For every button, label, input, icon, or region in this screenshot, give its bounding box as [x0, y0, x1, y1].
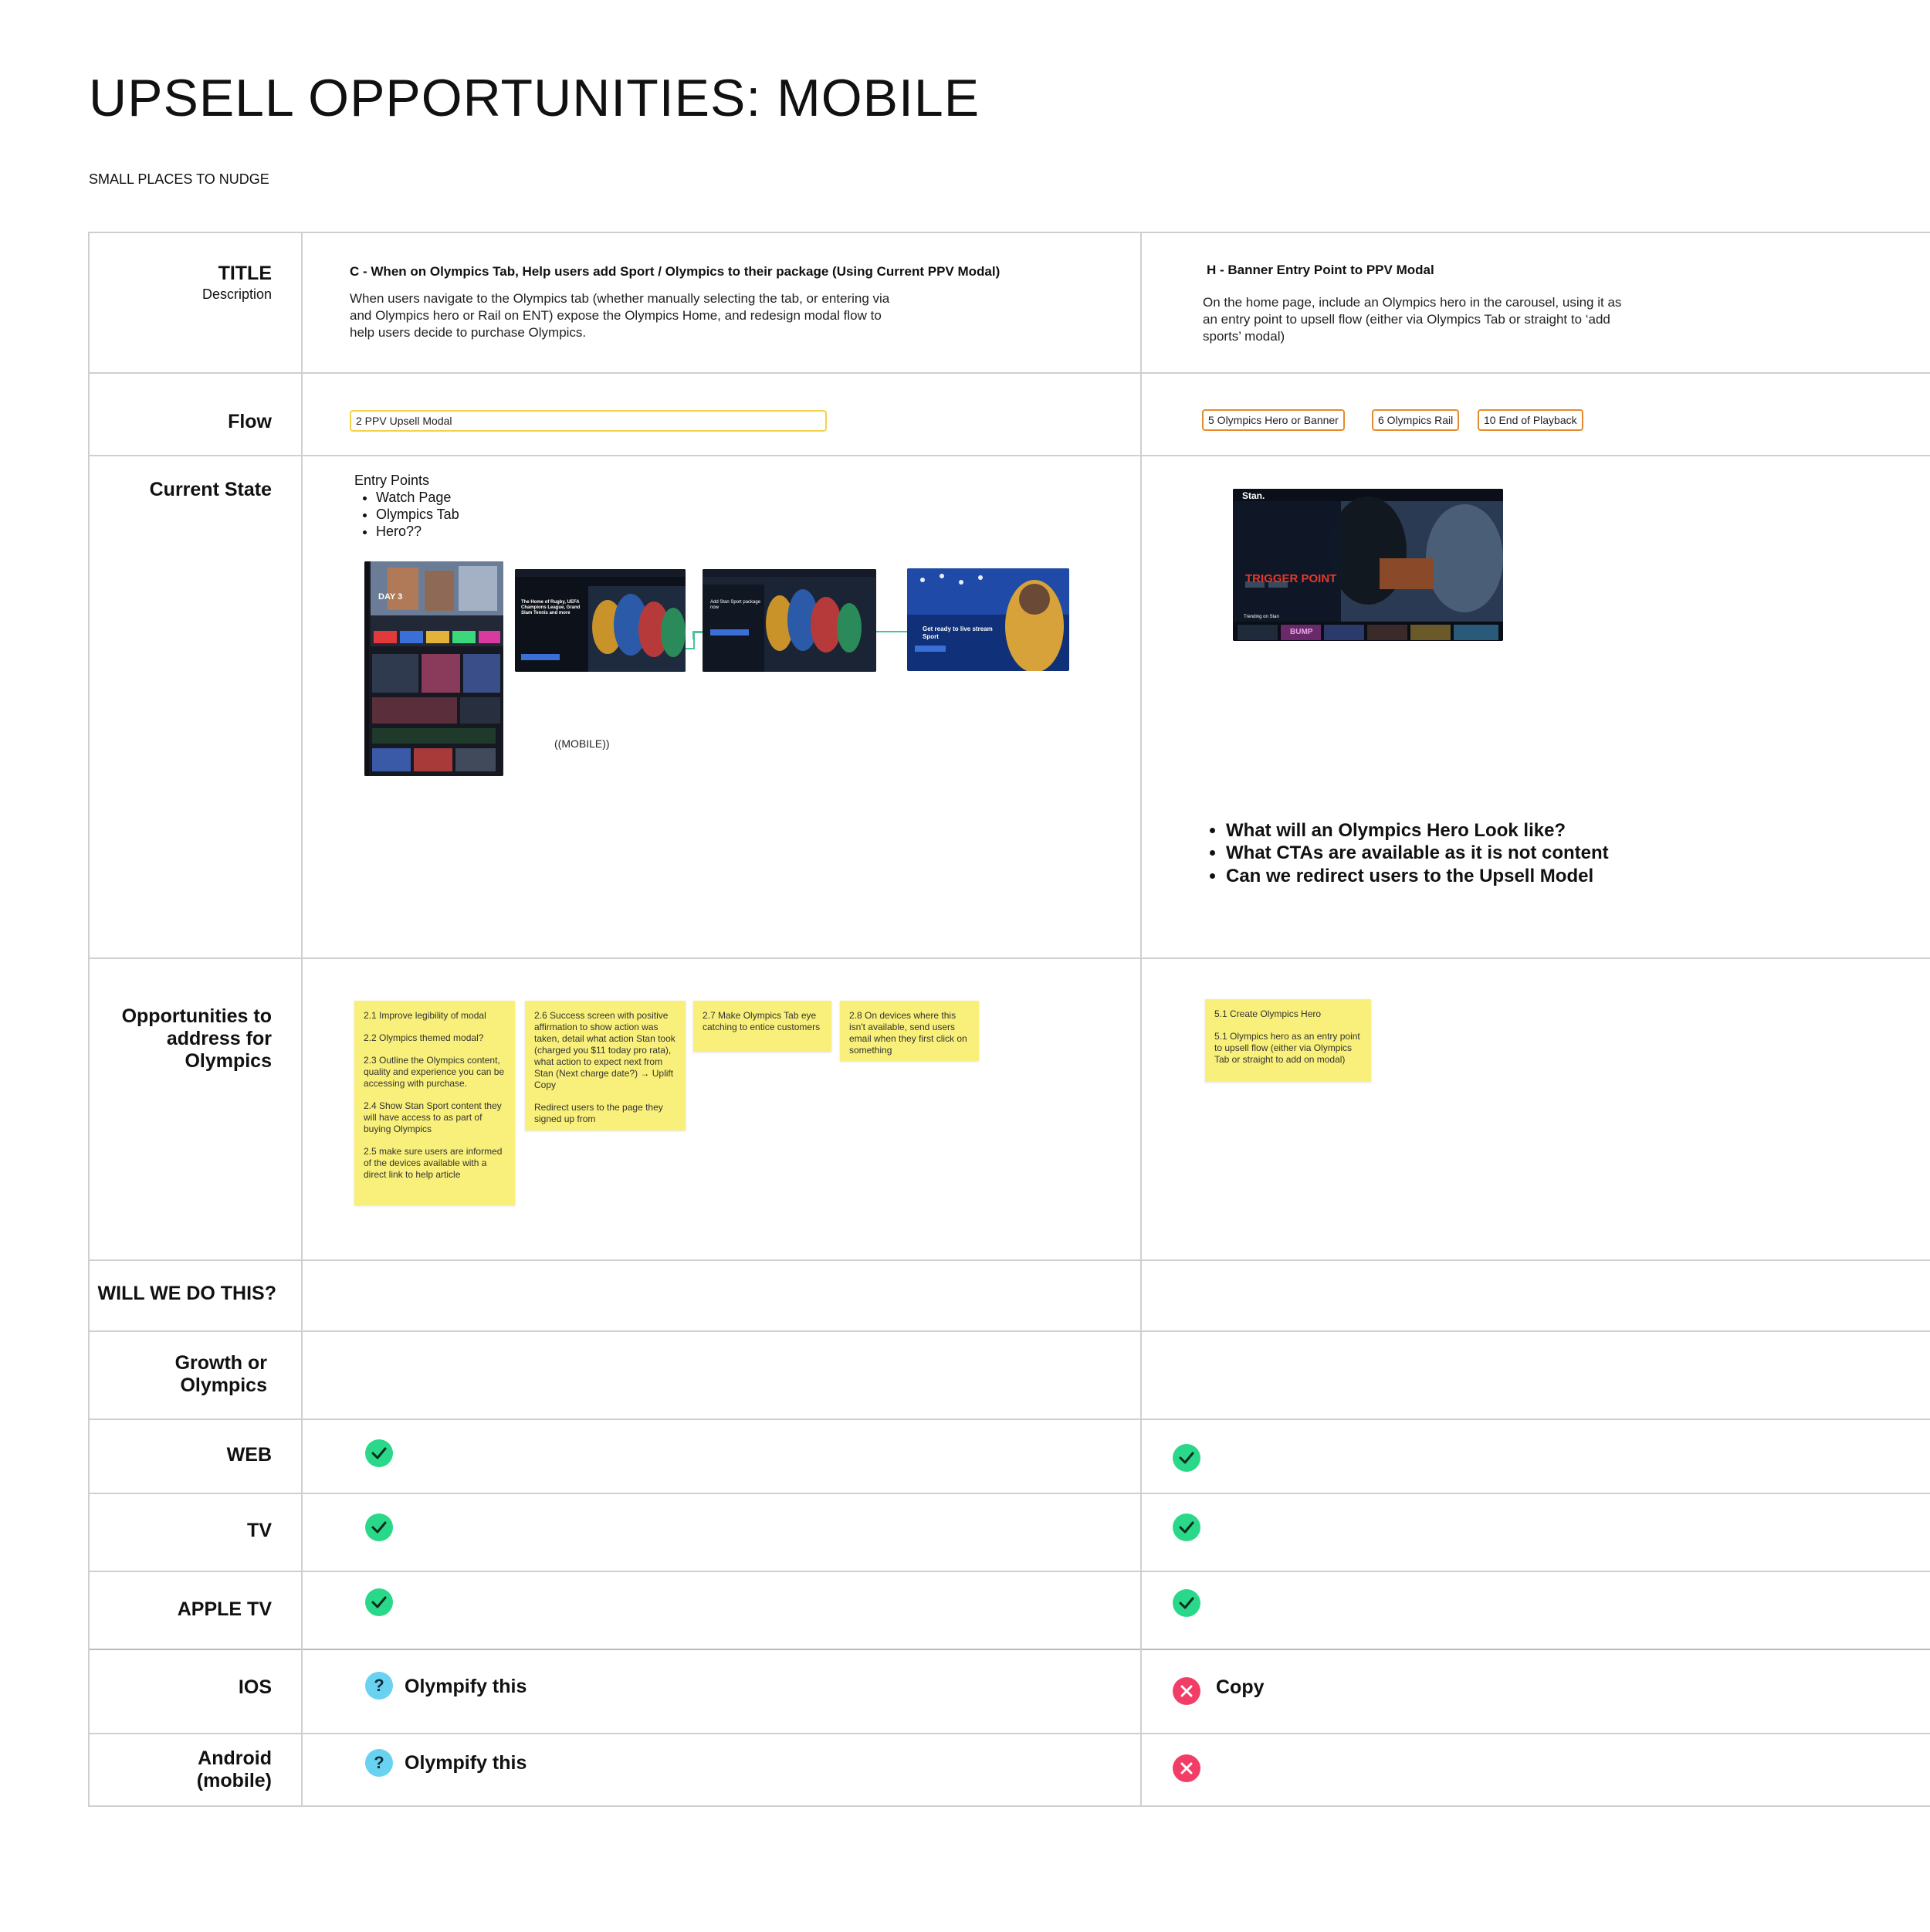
- flow-connector: [876, 631, 907, 632]
- page-subtitle: SMALL PLACES TO NUDGE: [89, 171, 269, 187]
- entry-point-item: • Watch Page: [376, 490, 459, 507]
- divider: [89, 1805, 1930, 1807]
- cross-icon: [1173, 1677, 1200, 1705]
- check-icon: [365, 1588, 393, 1616]
- screenshot-add-sport-modal[interactable]: [703, 569, 876, 672]
- row-label-ios: IOS: [238, 1676, 272, 1698]
- stan-logo: Stan.: [1242, 490, 1265, 501]
- row-label-current-state: Current State: [149, 479, 272, 500]
- question-icon: ?: [365, 1672, 393, 1700]
- entry-points-title: Entry Points: [354, 473, 430, 488]
- divider: [89, 232, 1930, 233]
- divider: [89, 1330, 1930, 1332]
- flow-tag-end-of-playback[interactable]: 10 End of Playback: [1478, 409, 1583, 431]
- col-c-title: C - When on Olympics Tab, Help users add Sport / Olympics to their package (Using Current PPV Modal): [350, 264, 1001, 279]
- col-h-description: On the home page, include an Olympics hero in the carousel, using it as an entry point to upsell flow (either via Olympics Tab or straight to ‘add sports’ modal): [1203, 295, 1622, 344]
- col-c-description: When users navigate to the Olympics tab (whether manually selecting the tab, or entering via and Olympics hero or Rail on ENT) expose the Olympics Home, and redesign modal flow to help users decide to purchase Olympics.: [350, 291, 890, 341]
- divider: [89, 1493, 1930, 1494]
- question-icon: ?: [365, 1749, 393, 1777]
- open-questions: [1204, 819, 1609, 887]
- flow-tag-ppv-upsell-modal[interactable]: 2 PPV Upsell Modal: [350, 410, 827, 432]
- entry-point-item: • Olympics Tab: [376, 507, 459, 524]
- sticky-text: 2.3 Outline the Olympics content, quality and experience you can be accessing with purchase.: [364, 1055, 505, 1089]
- screenshot-olympics-tab[interactable]: [515, 569, 686, 672]
- sticky-text: 2.2 Olympics themed modal?: [364, 1032, 484, 1043]
- flow-tag-olympics-hero[interactable]: 5 Olympics Hero or Banner: [1202, 409, 1345, 431]
- divider: [89, 1259, 1930, 1261]
- sticky-text: 5.1 Create Olympics Hero: [1214, 1008, 1322, 1019]
- row-label-web: WEB: [226, 1444, 272, 1466]
- screen-label: DAY 3: [378, 592, 403, 602]
- screen-text: Get ready to live stream Sport: [923, 625, 993, 640]
- check-icon: [1173, 1513, 1200, 1541]
- tile-label: BUMP: [1290, 628, 1313, 636]
- entry-point-item: • Hero??: [376, 524, 459, 541]
- row-label-description: Description: [201, 286, 272, 302]
- ios-note: Copy: [1216, 1676, 1265, 1698]
- sticky-text: 2.8 On devices where this isn't available, send users email when they first click on something: [849, 1010, 967, 1056]
- row-label-will-we-do: WILL WE DO THIS?: [97, 1283, 276, 1304]
- divider: [89, 1418, 1930, 1420]
- check-icon: [1173, 1444, 1200, 1472]
- trending-label: Trending on Stan: [1244, 615, 1279, 619]
- sticky-text: Redirect users to the page they signed up from: [534, 1102, 663, 1124]
- screen-text: Add Stan Sport package now: [710, 600, 761, 611]
- flow-connector: [693, 632, 703, 633]
- sticky-text: 2.7 Make Olympics Tab eye catching to entice customers: [703, 1010, 821, 1032]
- ios-note: Olympify this: [405, 1676, 527, 1697]
- sticky-text: 2.4 Show Stan Sport content they will have access to as part of buying Olympics: [364, 1100, 502, 1134]
- sticky-note[interactable]: [693, 1001, 831, 1052]
- question-item: • What CTAs are available as it is not content: [1226, 842, 1609, 864]
- hero-show-title: TRIGGER POINT: [1245, 572, 1337, 585]
- sticky-text: 5.1 Olympics hero as an entry point to upsell flow (either via Olympics Tab or straight to add on modal): [1214, 1031, 1360, 1065]
- sticky-note[interactable]: [840, 1001, 979, 1061]
- check-icon: [1173, 1589, 1200, 1617]
- sticky-note[interactable]: [1205, 999, 1371, 1082]
- divider: [88, 232, 90, 1807]
- divider: [89, 1733, 1930, 1734]
- android-note: Olympify this: [405, 1752, 527, 1774]
- screenshot-stan-home-hero[interactable]: [1233, 489, 1503, 641]
- row-label-growth: Growth or Olympics: [174, 1352, 267, 1396]
- divider: [89, 372, 1930, 374]
- question-item: • What will an Olympics Hero Look like?: [1226, 819, 1609, 842]
- row-label-opportunities: Opportunities to address for Olympics: [121, 1005, 272, 1072]
- screenshot-success-modal[interactable]: [907, 568, 1069, 671]
- divider: [1140, 232, 1142, 1807]
- screen-text: The Home of Rugby, UEFA Champions League, Grand Slam Tennis and more: [521, 600, 581, 616]
- sticky-text: 2.1 Improve legibility of modal: [364, 1010, 486, 1021]
- check-icon: [365, 1513, 393, 1541]
- sticky-note[interactable]: [354, 1001, 515, 1205]
- cross-icon: [1173, 1754, 1200, 1782]
- divider: [89, 455, 1930, 456]
- sticky-text: 2.6 Success screen with positive affirmation to show action was taken, detail what action Stan took (charged you $11 today pro rata), what action to expect next from Stan (Next charge date?) → Uplift Copy: [534, 1010, 676, 1090]
- row-label-android: Android (mobile): [196, 1747, 272, 1791]
- check-icon: [365, 1439, 393, 1467]
- question-item: • Can we redirect users to the Upsell Model: [1226, 865, 1609, 887]
- row-label-tv: TV: [247, 1520, 272, 1541]
- row-label-title: TITLE: [218, 263, 272, 284]
- sticky-note[interactable]: [525, 1001, 686, 1130]
- mobile-label: ((MOBILE)): [554, 737, 610, 750]
- sticky-text: 2.5 make sure users are informed of the devices available with a direct link to help article: [364, 1146, 503, 1180]
- entry-points: [354, 473, 459, 541]
- divider: [89, 958, 1930, 959]
- flow-connector: [693, 632, 695, 649]
- col-h-title: H - Banner Entry Point to PPV Modal: [1207, 263, 1434, 277]
- divider: [89, 1649, 1930, 1650]
- row-label-apple-tv: APPLE TV: [177, 1598, 272, 1620]
- screenshot-watch-page[interactable]: [364, 561, 503, 776]
- flow-tag-olympics-rail[interactable]: 6 Olympics Rail: [1372, 409, 1459, 431]
- divider: [301, 232, 303, 1807]
- row-label-flow: Flow: [228, 411, 272, 432]
- divider: [89, 1571, 1930, 1572]
- page-title: UPSELL OPPORTUNITIES: MOBILE: [89, 69, 980, 127]
